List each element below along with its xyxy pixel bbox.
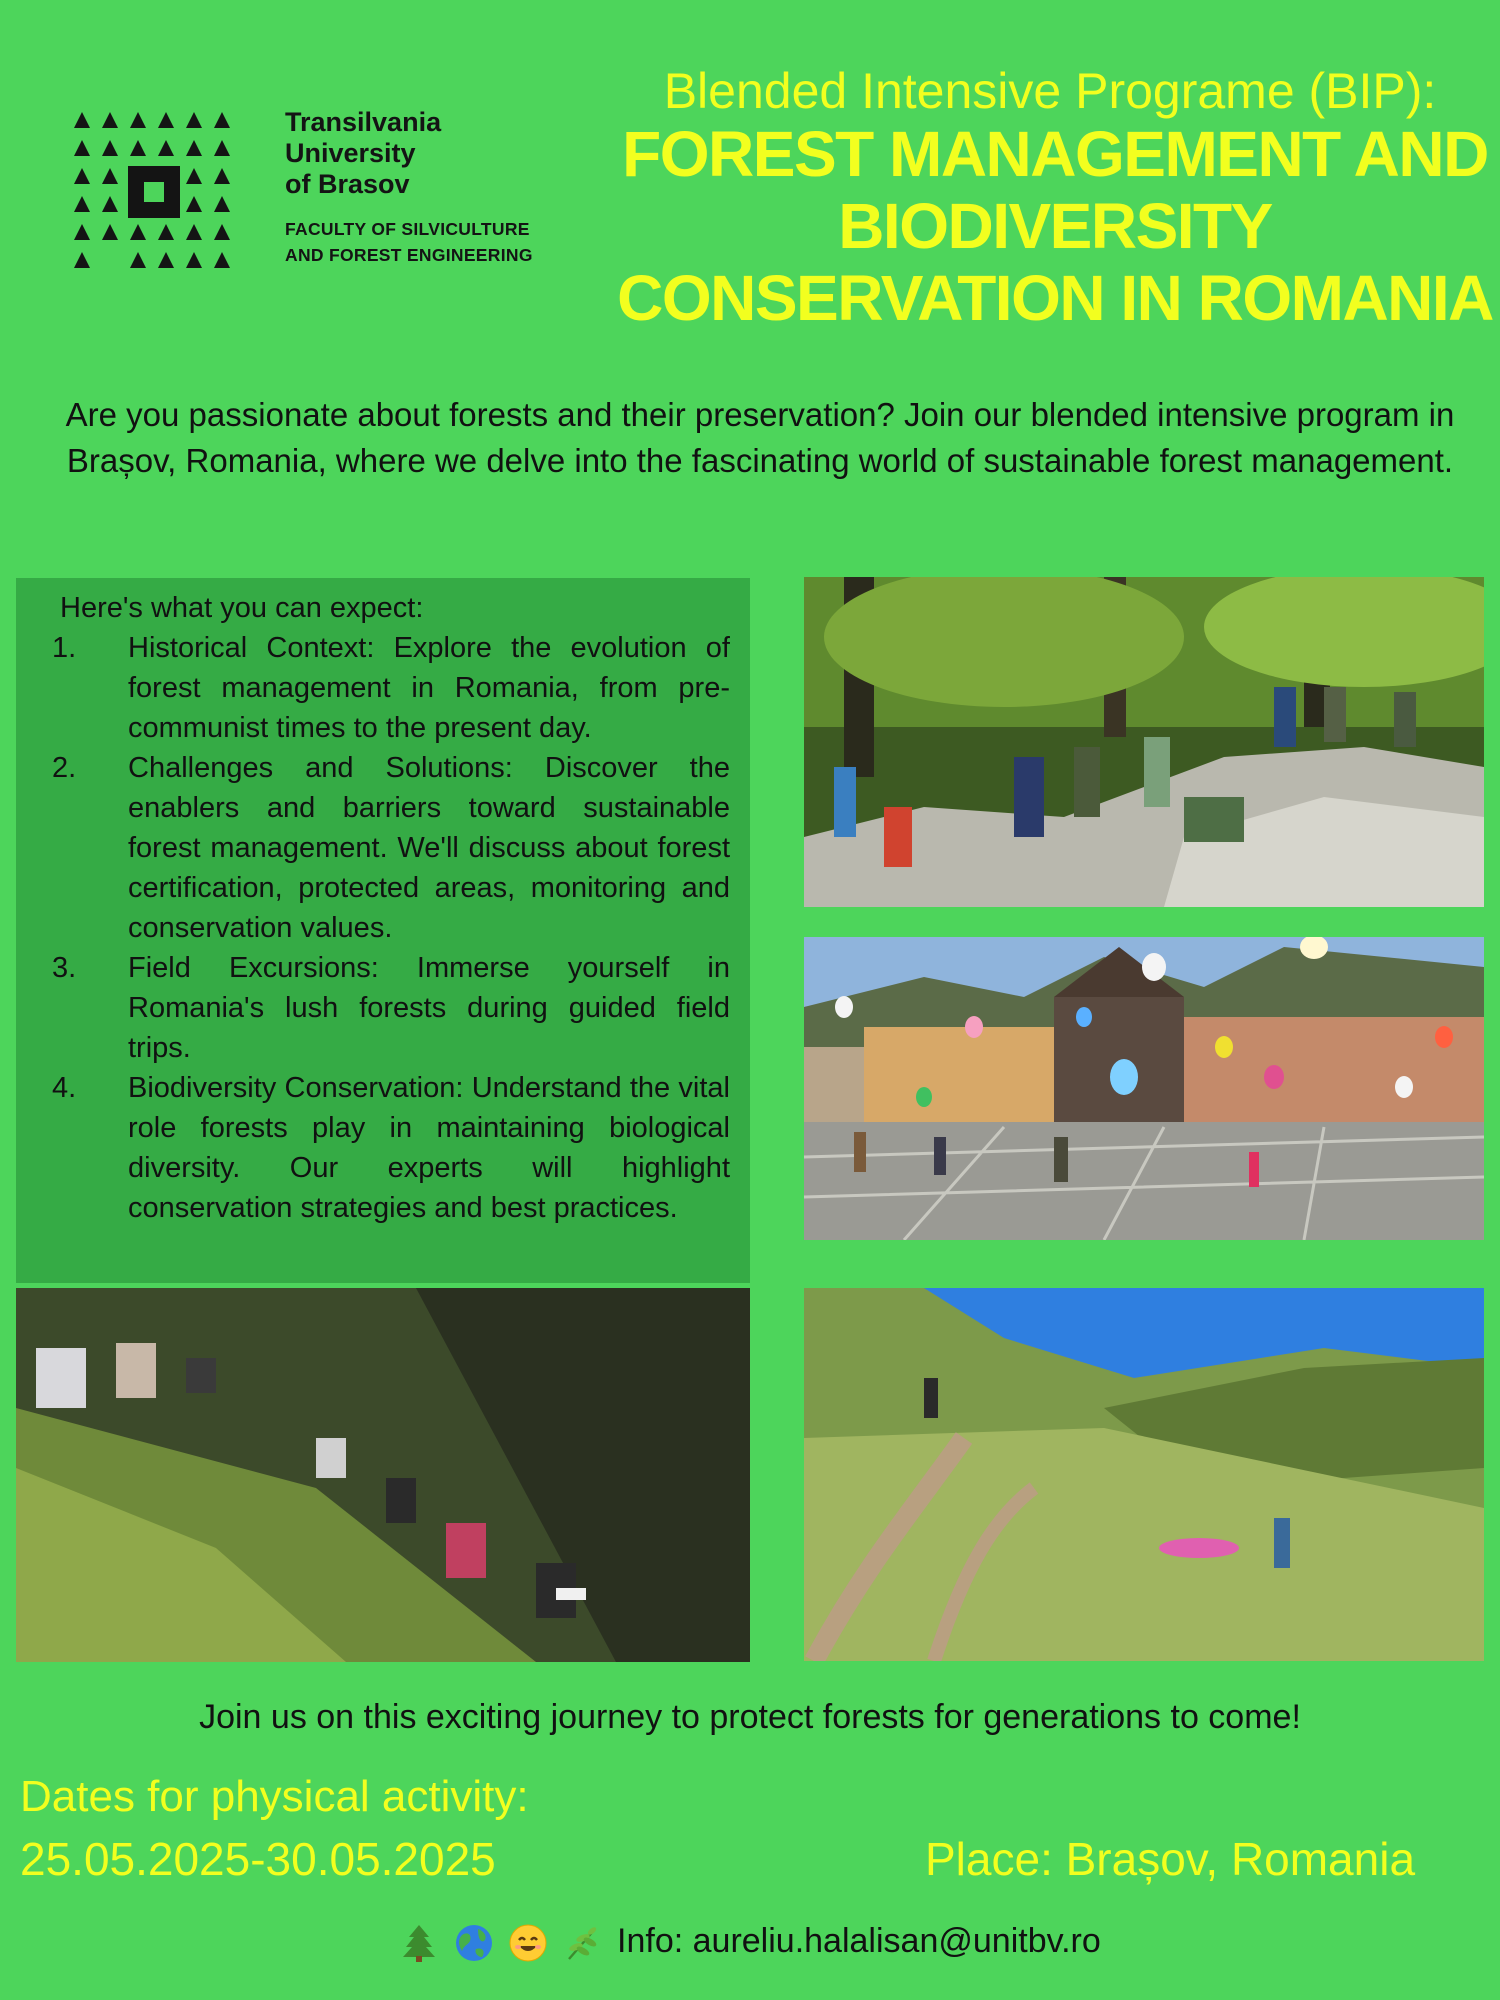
- list-item: [36, 948, 730, 1068]
- logo-triangle: [158, 224, 174, 240]
- program-title: [610, 118, 1500, 334]
- globe-icon: [454, 1923, 494, 1963]
- intro-paragraph: Are you passionate about forests and their preservation? Join our blended intensive program in Brașov, Romania, where we delve into the fascinating world of sustainable forest management.: [65, 396, 1455, 479]
- expectations-panel: [16, 578, 750, 1283]
- logo-triangle: [130, 112, 146, 128]
- logo-triangle: [186, 252, 202, 268]
- photo-mountain-hikers: [804, 1288, 1484, 1661]
- logo-triangle: [186, 168, 202, 184]
- logo-triangle: [158, 140, 174, 156]
- info-text: Info: aureliu.halalisan@unitbv.ro: [617, 1922, 1101, 1960]
- logo-triangle: [102, 224, 118, 240]
- logo-triangle: [102, 140, 118, 156]
- university-name-line: of Brasov: [285, 169, 410, 199]
- logo-triangle: [74, 224, 90, 240]
- list-item-text: Historical Context: Explore the evolution of forest management in Romania, from pre-communist times to the present day.: [128, 632, 730, 744]
- photo-town-square-balloons: [804, 937, 1484, 1240]
- expectations-list: [36, 628, 730, 1228]
- university-name: [285, 107, 441, 200]
- logo-triangle: [186, 140, 202, 156]
- logo-triangle: [158, 112, 174, 128]
- logo-triangle: [186, 196, 202, 212]
- dates-label: Dates for physical activity:: [20, 1772, 529, 1821]
- logo-triangle: [130, 140, 146, 156]
- program-title-line: FOREST MANAGEMENT AND: [622, 118, 1488, 190]
- dates-value: 25.05.2025-30.05.2025: [20, 1833, 496, 1885]
- list-item-number: 3.: [52, 952, 77, 984]
- tree-icon: [399, 1923, 439, 1963]
- logo-triangle: [158, 252, 174, 268]
- list-item-number: 4.: [52, 1072, 77, 1104]
- logo-triangle: [186, 112, 202, 128]
- photo-students-forest-slope: [16, 1288, 750, 1662]
- list-item-text: Field Excursions: Immerse yourself in Romania's lush forests during guided field trips.: [128, 952, 730, 1064]
- list-item-text: Challenges and Solutions: Discover the enablers and barriers toward sustainable forest management. We'll discuss about forest certification, protected areas, monitoring and conservation values.: [128, 752, 730, 944]
- logo-triangle: [74, 112, 90, 128]
- faculty-name-line: FACULTY OF SILVICULTURE: [285, 219, 530, 239]
- faculty-name: [285, 216, 533, 268]
- logo-triangle: [130, 252, 146, 268]
- photo-group-on-rocks: [804, 577, 1484, 907]
- list-item: [36, 1068, 730, 1228]
- university-logo: [70, 108, 240, 268]
- program-subtitle: Blended Intensive Programe (BIP):: [663, 63, 1437, 119]
- program-title-line: CONSERVATION IN ROMANIA: [617, 262, 1493, 334]
- logo-triangle: [130, 224, 146, 240]
- logo-triangle: [74, 196, 90, 212]
- logo-triangle: [74, 168, 90, 184]
- smile-icon: [508, 1923, 548, 1963]
- logo-triangle: [74, 252, 90, 268]
- expectations-intro: Here's what you can expect:: [60, 592, 424, 624]
- list-item-number: 1.: [52, 632, 77, 664]
- logo-square-center: [144, 182, 164, 202]
- list-item: [36, 748, 730, 948]
- logo-triangle: [214, 252, 230, 268]
- herb-icon: [563, 1923, 603, 1963]
- program-title-line: BIODIVERSITY: [838, 190, 1272, 262]
- logo-triangle: [102, 112, 118, 128]
- logo-triangle: [214, 168, 230, 184]
- faculty-name-line: AND FOREST ENGINEERING: [285, 245, 533, 265]
- university-name-line: Transilvania: [285, 107, 442, 137]
- list-item-number: 2.: [52, 752, 77, 784]
- logo-triangle: [102, 196, 118, 212]
- university-name-line: University: [285, 138, 416, 168]
- logo-triangle: [214, 140, 230, 156]
- logo-triangle: [214, 112, 230, 128]
- logo-triangle: [186, 224, 202, 240]
- closing-message: Join us on this exciting journey to protect forests for generations to come!: [199, 1698, 1301, 1736]
- logo-triangle: [214, 224, 230, 240]
- logo-triangle: [102, 168, 118, 184]
- place-text: Place: Brașov, Romania: [925, 1833, 1416, 1885]
- list-item: [36, 628, 730, 748]
- list-item-text: Biodiversity Conservation: Understand the vital role forests play in maintaining biological diversity. Our experts will highlight conservation strategies and best practices.: [128, 1072, 730, 1224]
- info-line: [0, 1922, 1500, 1963]
- logo-triangle: [214, 196, 230, 212]
- logo-triangle: [74, 140, 90, 156]
